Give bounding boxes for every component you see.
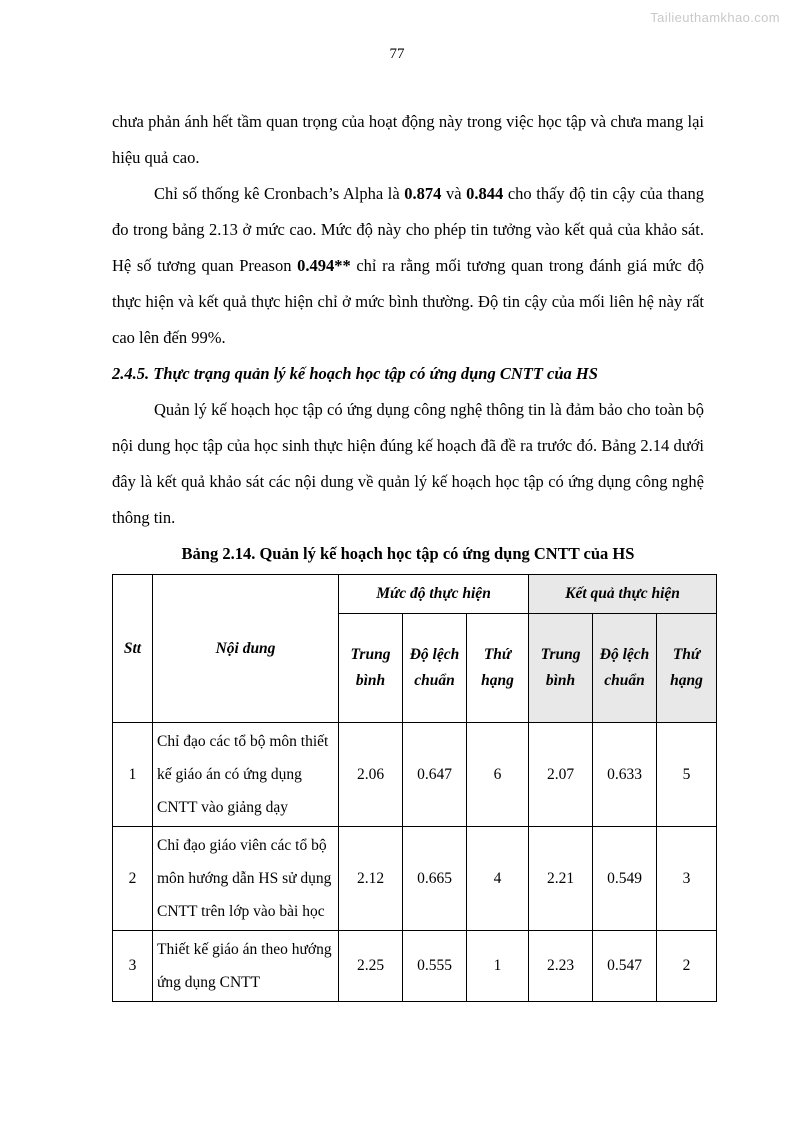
cell-trung-binh-2: 2.23 <box>529 931 593 1002</box>
header-trung-binh-2: Trung bình <box>529 614 593 723</box>
cell-do-lech-chuan-2: 0.547 <box>593 931 657 1002</box>
header-do-lech-chuan-1: Độ lệch chuẩn <box>403 614 467 723</box>
header-trung-binh-1: Trung bình <box>339 614 403 723</box>
cell-noi-dung: Thiết kế giáo án theo hướng ứng dụng CNTT <box>153 931 339 1002</box>
header-noi-dung: Nội dung <box>153 575 339 723</box>
cell-thu-hang-2: 5 <box>657 723 717 827</box>
paragraph-cronbach <box>112 176 704 356</box>
header-group-ket-qua: Kết quả thực hiện <box>529 575 717 614</box>
cell-thu-hang-1: 6 <box>467 723 529 827</box>
paragraph-continuation: chưa phản ánh hết tầm quan trọng của hoạt động này trong việc học tập và chưa mang lại hiệu quả cao. <box>112 112 704 167</box>
cell-noi-dung: Chỉ đạo giáo viên các tổ bộ môn hướng dẫn HS sử dụng CNTT trên lớp vào bài học <box>153 827 339 931</box>
document-body <box>112 104 704 1002</box>
section-heading: 2.4.5. Thực trạng quản lý kế hoạch học tập có ứng dụng CNTT của HS <box>112 364 598 383</box>
cell-thu-hang-1: 1 <box>467 931 529 1002</box>
table-row <box>113 931 717 1002</box>
cell-thu-hang-2: 2 <box>657 931 717 1002</box>
paragraph-intro-table: Quản lý kế hoạch học tập có ứng dụng công nghệ thông tin là đảm bảo cho toàn bộ nội dung học tập của học sinh thực hiện đúng kế hoạch đã đề ra trước đó. Bảng 2.14 dưới đây là kết quả khảo sát các nội dung về quản lý kế hoạch học tập có ứng dụng công nghệ thông tin. <box>112 400 704 527</box>
cell-noi-dung: Chỉ đạo các tổ bộ môn thiết kế giáo án có ứng dụng CNTT vào giảng dạy <box>153 723 339 827</box>
cell-do-lech-chuan-1: 0.665 <box>403 827 467 931</box>
header-stt: Stt <box>113 575 153 723</box>
para-cronbach-part4: chỉ ra rằng mối tương quan trong đánh giá mức độ thực hiện và kết quả thực hiện chỉ ở mức bình thường. Độ tin cậy của mối liên hệ này rất cao lên đến 99%. <box>112 256 704 347</box>
value-pearson: 0.494** <box>297 256 351 275</box>
para-cronbach-part2: và <box>441 184 467 203</box>
watermark: Tailieuthamkhao.com <box>650 10 780 25</box>
value-alpha-1: 0.874 <box>404 184 442 203</box>
header-do-lech-chuan-2: Độ lệch chuẩn <box>593 614 657 723</box>
cell-do-lech-chuan-1: 0.647 <box>403 723 467 827</box>
table-caption: Bảng 2.14. Quản lý kế hoạch học tập có ứng dụng CNTT của HS <box>181 544 635 563</box>
value-alpha-2: 0.844 <box>466 184 504 203</box>
cell-stt: 1 <box>113 723 153 827</box>
cell-trung-binh-1: 2.25 <box>339 931 403 1002</box>
header-thu-hang-2: Thứ hạng <box>657 614 717 723</box>
header-thu-hang-1: Thứ hạng <box>467 614 529 723</box>
cell-do-lech-chuan-1: 0.555 <box>403 931 467 1002</box>
header-group-muc-do: Mức độ thực hiện <box>339 575 529 614</box>
cell-trung-binh-2: 2.21 <box>529 827 593 931</box>
cell-thu-hang-1: 4 <box>467 827 529 931</box>
table-header-row-groups <box>113 575 717 614</box>
cell-trung-binh-1: 2.12 <box>339 827 403 931</box>
cell-do-lech-chuan-2: 0.633 <box>593 723 657 827</box>
cell-trung-binh-1: 2.06 <box>339 723 403 827</box>
cell-stt: 3 <box>113 931 153 1002</box>
table-row <box>113 723 717 827</box>
cell-stt: 2 <box>113 827 153 931</box>
cell-do-lech-chuan-2: 0.549 <box>593 827 657 931</box>
para-cronbach-part1: Chỉ số thống kê Cronbach’s Alpha là <box>154 184 405 203</box>
cell-thu-hang-2: 3 <box>657 827 717 931</box>
page-number: 77 <box>389 46 405 62</box>
cell-trung-binh-2: 2.07 <box>529 723 593 827</box>
table-quan-ly-ke-hoach <box>112 574 717 1002</box>
table-row <box>113 827 717 931</box>
para-cronbach-part3: cho thấy độ tin cậy của thang đo trong bảng 2.13 ở mức cao. Mức độ này cho phép tin tưởng vào kết quả của khảo sát. Hệ số tương quan Preason <box>112 184 704 275</box>
